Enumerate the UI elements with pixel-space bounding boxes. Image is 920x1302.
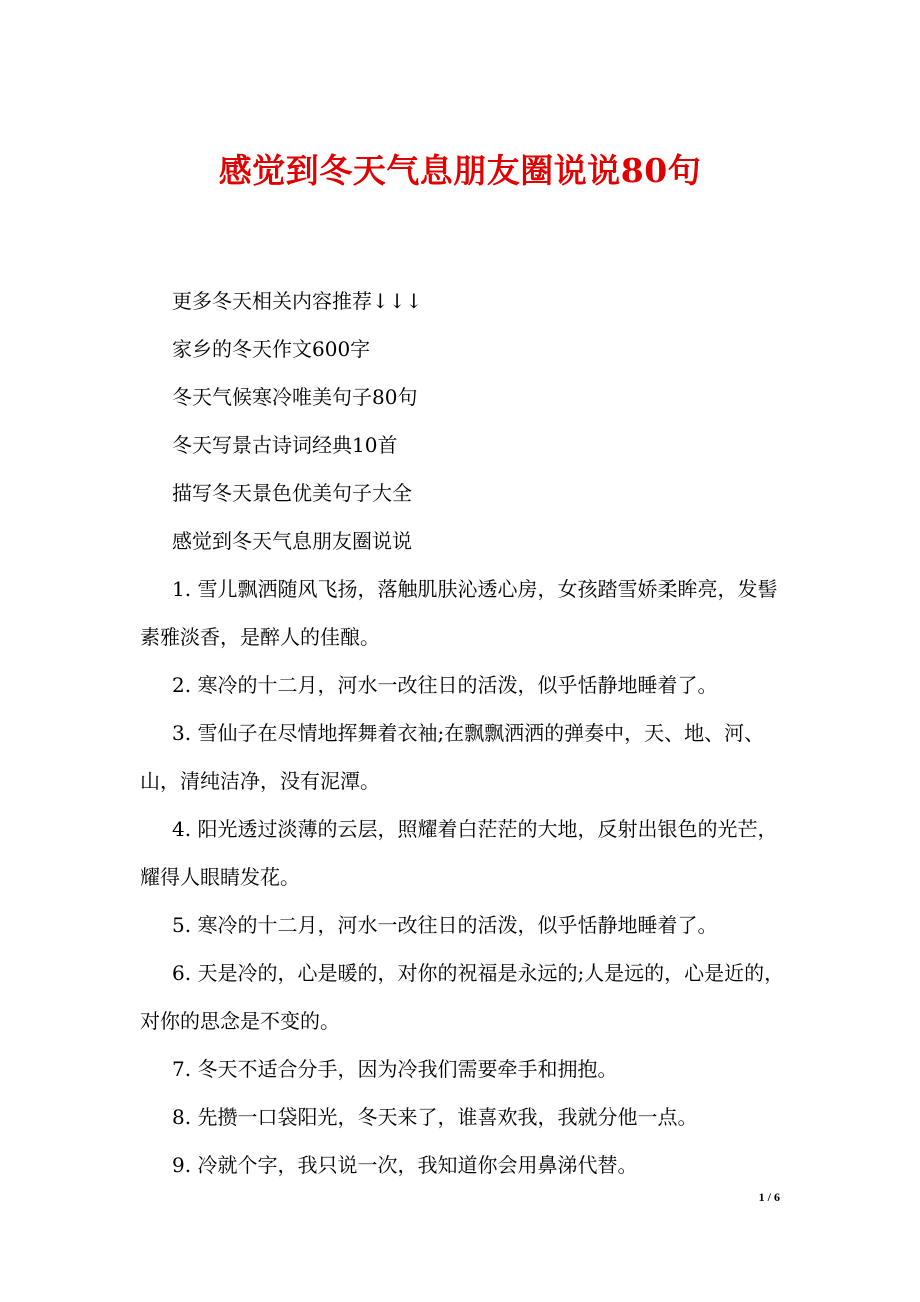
paragraph: 7. 冬天不适合分手，因为冷我们需要牵手和拥抱。 [172,1057,618,1081]
paragraph: 家乡的冬天作文600字 [172,337,371,361]
page-number: 1 / 6 [758,1190,780,1204]
paragraph: 描写冬天景色优美句子大全 [172,481,412,505]
paragraph: 2. 寒冷的十二月，河水一改往日的活泼，似乎恬静地睡着了。 [172,673,718,697]
paragraph: 感觉到冬天气息朋友圈说说 [172,529,412,553]
paragraph: 4. 阳光透过淡薄的云层，照耀着白茫茫的大地，反射出银色的光芒，耀得人眼睛发花。 [140,817,778,889]
paragraph: 8. 先攒一口袋阳光，冬天来了，谁喜欢我，我就分他一点。 [172,1105,698,1129]
paragraph: 1. 雪儿飘洒随风飞扬，落触肌肤沁透心房，女孩踏雪娇柔眸亮，发髻素雅淡香，是醉人的佳酿。 [140,577,778,649]
paragraph: 9. 冷就个字，我只说一次，我知道你会用鼻涕代替。 [172,1153,638,1177]
document-body [140,277,795,1189]
paragraph: 冬天写景古诗词经典10首 [172,433,398,457]
paragraph: 更多冬天相关内容推荐↓↓↓ [172,289,423,313]
paragraph: 冬天气候寒冷唯美句子80句 [172,385,418,409]
paragraph: 3. 雪仙子在尽情地挥舞着衣袖;在飘飘洒洒的弹奏中，天、地、河、山，清纯洁净，没有泥潭。 [140,721,765,793]
paragraph: 5. 寒冷的十二月，河水一改往日的活泼，似乎恬静地睡着了。 [172,913,718,937]
document-title: 感觉到冬天气息朋友圈说说80句 [218,151,702,190]
paragraph: 6. 天是冷的，心是暖的，对你的祝福是永远的;人是远的，心是近的，对你的思念是不变的。 [140,961,785,1033]
